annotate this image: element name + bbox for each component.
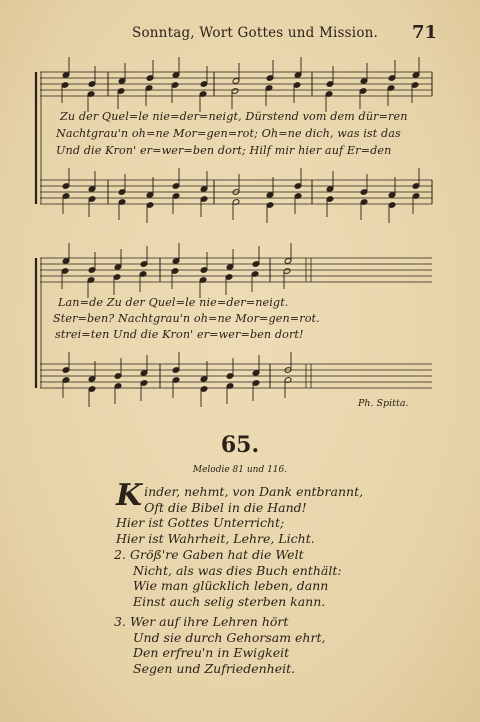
note-head	[232, 199, 240, 220]
note-head	[117, 88, 125, 109]
note-head	[87, 277, 95, 298]
note-head	[172, 377, 180, 398]
stanza-2	[114, 547, 342, 609]
note-head	[200, 386, 208, 407]
stanza-2-line-2: Nicht, als was dies Buch enthält:	[133, 562, 342, 578]
melody-reference: Melodie 81 und 116.	[192, 465, 288, 475]
treble-staff-2	[40, 258, 432, 282]
note-head	[171, 82, 179, 103]
note-head	[388, 60, 396, 81]
note-head	[88, 66, 96, 87]
note-head	[226, 358, 234, 379]
note-head	[200, 196, 208, 217]
stanza-1-line-4: Hier ist Wahrheit, Lehre, Licht.	[116, 530, 315, 546]
note-head	[359, 88, 367, 109]
note-head	[61, 268, 69, 289]
lyric-line-1-1: Zu der Quel=le nie=der=neigt, Dürstend vom dem dür=ren	[60, 110, 408, 123]
note-head	[412, 57, 420, 78]
note-head	[88, 386, 96, 407]
note-head	[225, 274, 233, 295]
treble-staff-1	[40, 72, 432, 96]
note-head	[284, 243, 292, 264]
note-head	[252, 246, 260, 267]
stanza-1-line-3: Hier ist Gottes Unterricht;	[116, 515, 285, 531]
note-head	[172, 243, 180, 264]
note-head	[226, 249, 234, 270]
note-head	[325, 91, 333, 112]
note-head	[61, 82, 69, 103]
note-head	[232, 63, 240, 84]
note-head	[140, 380, 148, 401]
stanza-1-line-2: Oft die Bibel in die Hand!	[144, 499, 307, 515]
note-head	[252, 380, 260, 401]
note-head	[411, 82, 419, 103]
note-head	[387, 85, 395, 106]
note-head	[172, 193, 180, 214]
note-head	[62, 57, 70, 78]
stanza-3-line-1: Wer auf ihre Lehren hört	[130, 614, 289, 629]
note-head	[294, 57, 302, 78]
note-head	[360, 63, 368, 84]
note-head	[114, 249, 122, 270]
stanza-2-line-4: Einst auch selig sterben kann.	[133, 593, 326, 609]
lyric-line-1-3: Und die Kron' er=wer=ben dort; Hilf mir hier auf Er=den	[56, 144, 392, 157]
note-head	[252, 355, 260, 376]
note-head	[140, 355, 148, 376]
note-head	[294, 193, 302, 214]
note-head	[140, 246, 148, 267]
note-head	[200, 171, 208, 192]
note-head	[114, 358, 122, 379]
note-head	[62, 377, 70, 398]
note-head	[412, 168, 420, 189]
lyric-line-1-2: Nachtgrau'n oh=ne Mor=gen=rot; Oh=ne dich, was ist das	[56, 127, 401, 140]
stanza-3	[114, 614, 325, 676]
note-head	[266, 60, 274, 81]
note-head	[88, 171, 96, 192]
running-title: Sonntag, Wort Gottes und Mission.	[132, 25, 379, 41]
note-head	[231, 88, 239, 109]
note-head	[118, 63, 126, 84]
note-head	[226, 383, 234, 404]
note-head	[266, 202, 274, 223]
note-head	[360, 199, 368, 220]
stanza-1-line-1: inder, nehmt, von Dank entbrannt,	[144, 484, 364, 499]
note-head	[199, 277, 207, 298]
note-head	[146, 60, 154, 81]
stanza-1	[116, 478, 364, 546]
note-head	[62, 168, 70, 189]
page-number: 71	[412, 22, 438, 43]
note-head	[88, 252, 96, 273]
note-head	[172, 57, 180, 78]
drop-cap: K	[116, 478, 143, 513]
note-head	[265, 85, 273, 106]
note-head	[172, 352, 180, 373]
note-head	[172, 168, 180, 189]
note-head	[88, 196, 96, 217]
hymn-number: 65.	[220, 432, 260, 458]
note-head	[251, 271, 259, 292]
stanza-3-line-4: Segen und Zufriedenheit.	[133, 660, 296, 676]
note-head	[412, 193, 420, 214]
composer-credit: Ph. Spitta.	[358, 398, 409, 409]
note-head	[200, 252, 208, 273]
note-head	[294, 168, 302, 189]
bass-staff-1	[40, 180, 432, 204]
note-head	[114, 383, 122, 404]
bass-staff-2	[40, 364, 432, 388]
note-head	[113, 274, 121, 295]
note-head	[284, 377, 292, 398]
note-head	[199, 91, 207, 112]
note-head	[283, 268, 291, 289]
note-head	[145, 85, 153, 106]
stanza-3-line-2: Und sie durch Gehorsam ehrt,	[133, 629, 326, 645]
note-head	[326, 66, 334, 87]
note-head	[62, 243, 70, 264]
stanza-2-line-1: Größ're Gaben hat die Welt	[130, 547, 304, 562]
note-head	[118, 174, 126, 195]
note-head	[360, 174, 368, 195]
note-head	[171, 268, 179, 289]
note-head	[87, 91, 95, 112]
note-head	[146, 202, 154, 223]
note-head	[118, 199, 126, 220]
stanza-3-number: 3.	[114, 614, 126, 629]
note-head	[388, 202, 396, 223]
note-head	[200, 66, 208, 87]
note-head	[293, 82, 301, 103]
note-head	[326, 196, 334, 217]
note-head	[62, 193, 70, 214]
note-head	[62, 352, 70, 373]
stanza-2-number: 2.	[114, 547, 126, 562]
stanza-2-line-3: Wie man glücklich leben, dann	[133, 578, 329, 594]
note-head	[326, 171, 334, 192]
lyric-line-2-1: Lan=de Zu der Quel=le nie=der=neigt.	[58, 296, 289, 309]
lyric-line-2-3: strei=ten Und die Kron' er=wer=ben dort!	[55, 328, 304, 341]
note-head	[139, 271, 147, 292]
lyric-line-2-2: Ster=ben? Nachtgrau'n oh=ne Mor=gen=rot.	[53, 312, 320, 325]
stanza-3-line-3: Den erfreu'n in Ewigkeit	[133, 645, 290, 661]
